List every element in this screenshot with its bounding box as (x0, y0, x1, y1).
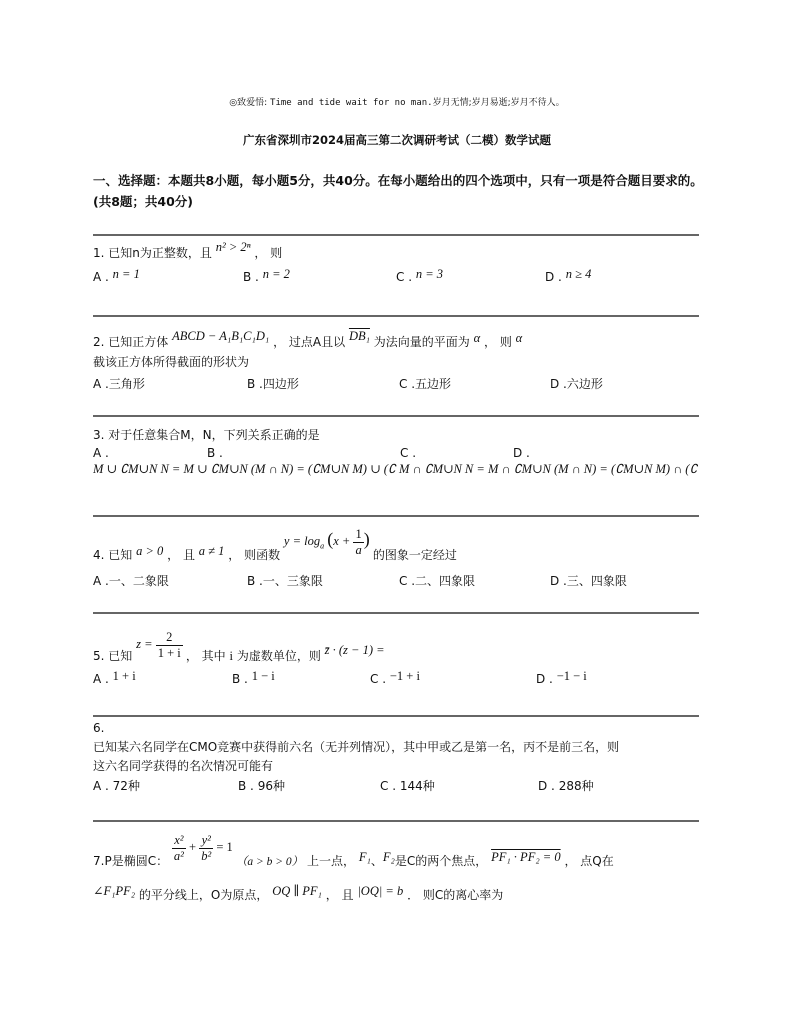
option-math: −1 + i (389, 669, 420, 683)
focus-f1: F₁ (358, 850, 371, 864)
option-math: 1 + i (112, 669, 136, 683)
question-text: 的图象一定经过 (372, 548, 457, 562)
question-text: 对于任意集合M，N，下列关系正确的是 (108, 428, 320, 442)
condition-math: a ≠ 1 (198, 544, 225, 558)
question-text: 上一点， (307, 854, 356, 868)
question-text: 已知n为正整数，且 (108, 246, 212, 260)
option-b[interactable] (243, 267, 290, 285)
option-label: B . (243, 270, 259, 284)
condition-math: （a > b > 0） (235, 856, 304, 868)
section-heading: 一、选择题：本题共8小题，每小题5分，共40分。在每小题给出的四个选项中，只有一项是符合题目要求的。(共8题；共40分) (93, 173, 703, 209)
question-text: 是C的两个焦点， (394, 854, 488, 868)
separator: 、 (370, 854, 383, 868)
question-text: ， 则函数 (228, 548, 281, 562)
option-text: 96种 (257, 779, 285, 793)
option-label: A . (93, 574, 109, 588)
question-text: ， 则 (484, 335, 512, 349)
option-text: 三角形 (108, 377, 145, 391)
question-5 (93, 623, 385, 673)
parallel-math: OQ ∥ PF₁ (272, 884, 322, 898)
expression-math: z̄ · (z − 1) = (324, 643, 385, 657)
frac-num: x² (172, 833, 186, 849)
option-label: C . (399, 574, 416, 588)
question-number: 7. (93, 854, 105, 868)
question-text: 的平分线上，O为原点， (138, 888, 269, 902)
question-7 (93, 828, 614, 878)
function-math: $y = \log_a (x$ + $\frac{1}{a}$ ) (283, 526, 370, 557)
option-label: C . (370, 672, 387, 686)
frac-den: a² (173, 848, 184, 863)
option-math: n = 3 (415, 267, 444, 281)
question-text: ， 则 (254, 246, 283, 260)
abs-math: |OQ| = b (357, 884, 404, 898)
option-text: 五边形 (415, 377, 452, 391)
imag-unit: i (229, 649, 233, 663)
frac-den: b² (201, 848, 212, 863)
frac-den: 1 + i (157, 645, 181, 660)
option-math: n = 1 (112, 267, 140, 281)
z-lhs: z = (136, 637, 153, 651)
divider (93, 234, 699, 236)
question-number: 1. (93, 246, 105, 260)
question-6-number: 6. (93, 721, 105, 735)
question-text: ， 且 (167, 548, 195, 562)
question-6-line1: 已知某六名同学在CMO竞赛中获得前六名（无并列情况），其中甲或乙是第一名，丙不是前三名，则 (93, 740, 620, 754)
option-c[interactable] (370, 669, 420, 687)
question-text: ， 且 (325, 888, 354, 902)
func-arg: x + (333, 534, 351, 548)
question-text: 为法向量的平面为 (373, 335, 470, 349)
option-math: n ≥ 4 (565, 267, 592, 281)
option-a[interactable] (93, 669, 136, 687)
option-label: D . (550, 574, 567, 588)
option-text: 一、三象限 (262, 574, 323, 588)
plus-sign: + (189, 840, 197, 854)
option-d[interactable] (550, 572, 627, 589)
question-number: 5. (93, 649, 105, 663)
question-2 (93, 329, 523, 350)
question-text: ， 其中 (185, 649, 226, 663)
option-a[interactable] (93, 267, 140, 285)
option-text: 六边形 (566, 377, 603, 391)
option-c[interactable] (396, 267, 444, 285)
option-a[interactable] (93, 777, 140, 794)
page-title: 广东省深圳市2024届高三第二次调研考试（二模）数学试题 (242, 133, 551, 147)
motto-english: Time and tide wait for no man. (270, 98, 433, 108)
equals-one: = 1 (216, 840, 233, 854)
ellipse-equation-math (172, 832, 236, 863)
frac-num: 1 (355, 526, 362, 541)
option-d[interactable] (550, 375, 603, 392)
motto-line (0, 95, 794, 108)
option-c[interactable] (380, 777, 435, 794)
question-number: 3. (93, 428, 105, 442)
divider (93, 820, 699, 822)
option-label: B . (232, 672, 248, 686)
question-number: 2. (93, 335, 105, 349)
option-d[interactable] (538, 777, 594, 794)
divider (93, 515, 699, 517)
option-b[interactable] (238, 777, 285, 794)
option-label: C . (380, 779, 397, 793)
option-c[interactable] (399, 375, 451, 392)
question-text: 已知 (108, 649, 133, 663)
divider (93, 612, 699, 614)
option-b[interactable] (232, 669, 275, 687)
condition-math: a > 0 (136, 544, 164, 558)
option-label: A . (93, 377, 109, 391)
divider (93, 715, 699, 717)
question-text: ， 点Q在 (564, 854, 614, 868)
func-base: a (320, 541, 325, 551)
option-text: 一、二象限 (108, 574, 169, 588)
option-text: 二、四象限 (415, 574, 476, 588)
motto-chinese: 岁月无情;岁月易逝;岁月不待人。 (432, 98, 565, 108)
alpha-symbol: α (473, 331, 481, 345)
option-label: B . (247, 574, 263, 588)
inequality-math: n² > 2ⁿ (215, 240, 251, 254)
option-text: 三、四象限 (566, 574, 627, 588)
focus-f2: F₂ (382, 850, 395, 864)
question-1 (93, 240, 283, 261)
frac-num: y² (199, 833, 213, 849)
option-label: D . (550, 377, 567, 391)
question-3 (93, 426, 320, 443)
question-text: 已知 (108, 548, 133, 562)
option-d[interactable] (545, 267, 592, 285)
frac-den: a (355, 542, 362, 557)
question-2-line2: 截该正方体所得截面的形状为 (93, 355, 250, 369)
option-label: B . (247, 377, 263, 391)
question-text: 为虚数单位，则 (236, 649, 321, 663)
option-d[interactable]: D . (513, 446, 530, 460)
angle-math: ∠F₁PF₂ (93, 884, 136, 898)
question-text: 已知正方体 (108, 335, 169, 349)
func-lhs: y = log (283, 534, 321, 548)
option-a[interactable]: A . (93, 446, 109, 460)
option-label: A . (93, 779, 109, 793)
option-label: A . (93, 672, 109, 686)
option-label: D . (536, 672, 553, 686)
frac-num: 2 (156, 630, 183, 646)
question-text: P是椭圆C： (104, 854, 169, 868)
option-text: 288种 (558, 779, 594, 793)
question-4 (93, 522, 457, 572)
option-b[interactable] (247, 375, 299, 392)
option-d[interactable] (536, 669, 587, 687)
option-label: A . (93, 270, 109, 284)
option-label: D . (538, 779, 555, 793)
option-label: C . (396, 270, 413, 284)
option-label: C . (399, 377, 416, 391)
question-number: 4. (93, 548, 105, 562)
option-text: 144种 (399, 779, 435, 793)
divider (93, 315, 699, 317)
divider (93, 415, 699, 417)
vector-math: DB₁ (348, 329, 370, 343)
option-b[interactable] (247, 572, 323, 589)
question-text: ． 则C的离心率为 (407, 888, 504, 902)
option-text: 四边形 (262, 377, 299, 391)
option-math: n = 2 (262, 267, 290, 281)
option-a[interactable] (93, 375, 145, 392)
question-6-line2: 这六名同学获得的名次情况可能有 (93, 759, 274, 773)
question-7-line2 (93, 886, 503, 903)
set-options-math: M ∪ ∁M∪N N = M ∪ ∁M∪N (M ∩ N) = (∁M∪N M) ∪ (∁ M ∩ ∁M∪N N = M ∩ ∁M∪N (M ∩ N) = (∁M∪N M) ∩ (∁ (93, 462, 698, 476)
dot-product-math: PF₁ · PF₂ = 0 (491, 850, 561, 864)
option-c[interactable]: C . (400, 446, 417, 460)
alpha-symbol: α (515, 331, 523, 345)
option-a[interactable] (93, 572, 169, 589)
motto-prefix: ◎致爱悟: (229, 98, 271, 108)
option-b[interactable]: B . (207, 446, 223, 460)
option-math: −1 − i (556, 669, 587, 683)
option-text: 72种 (112, 779, 140, 793)
option-c[interactable] (399, 572, 475, 589)
option-label: D . (545, 270, 562, 284)
cube-math: ABCD − A₁B₁C₁D₁ (172, 329, 270, 343)
option-label: B . (238, 779, 254, 793)
option-math: 1 − i (251, 669, 275, 683)
z-definition-math (136, 629, 186, 660)
question-text: ， 过点A且以 (273, 335, 346, 349)
